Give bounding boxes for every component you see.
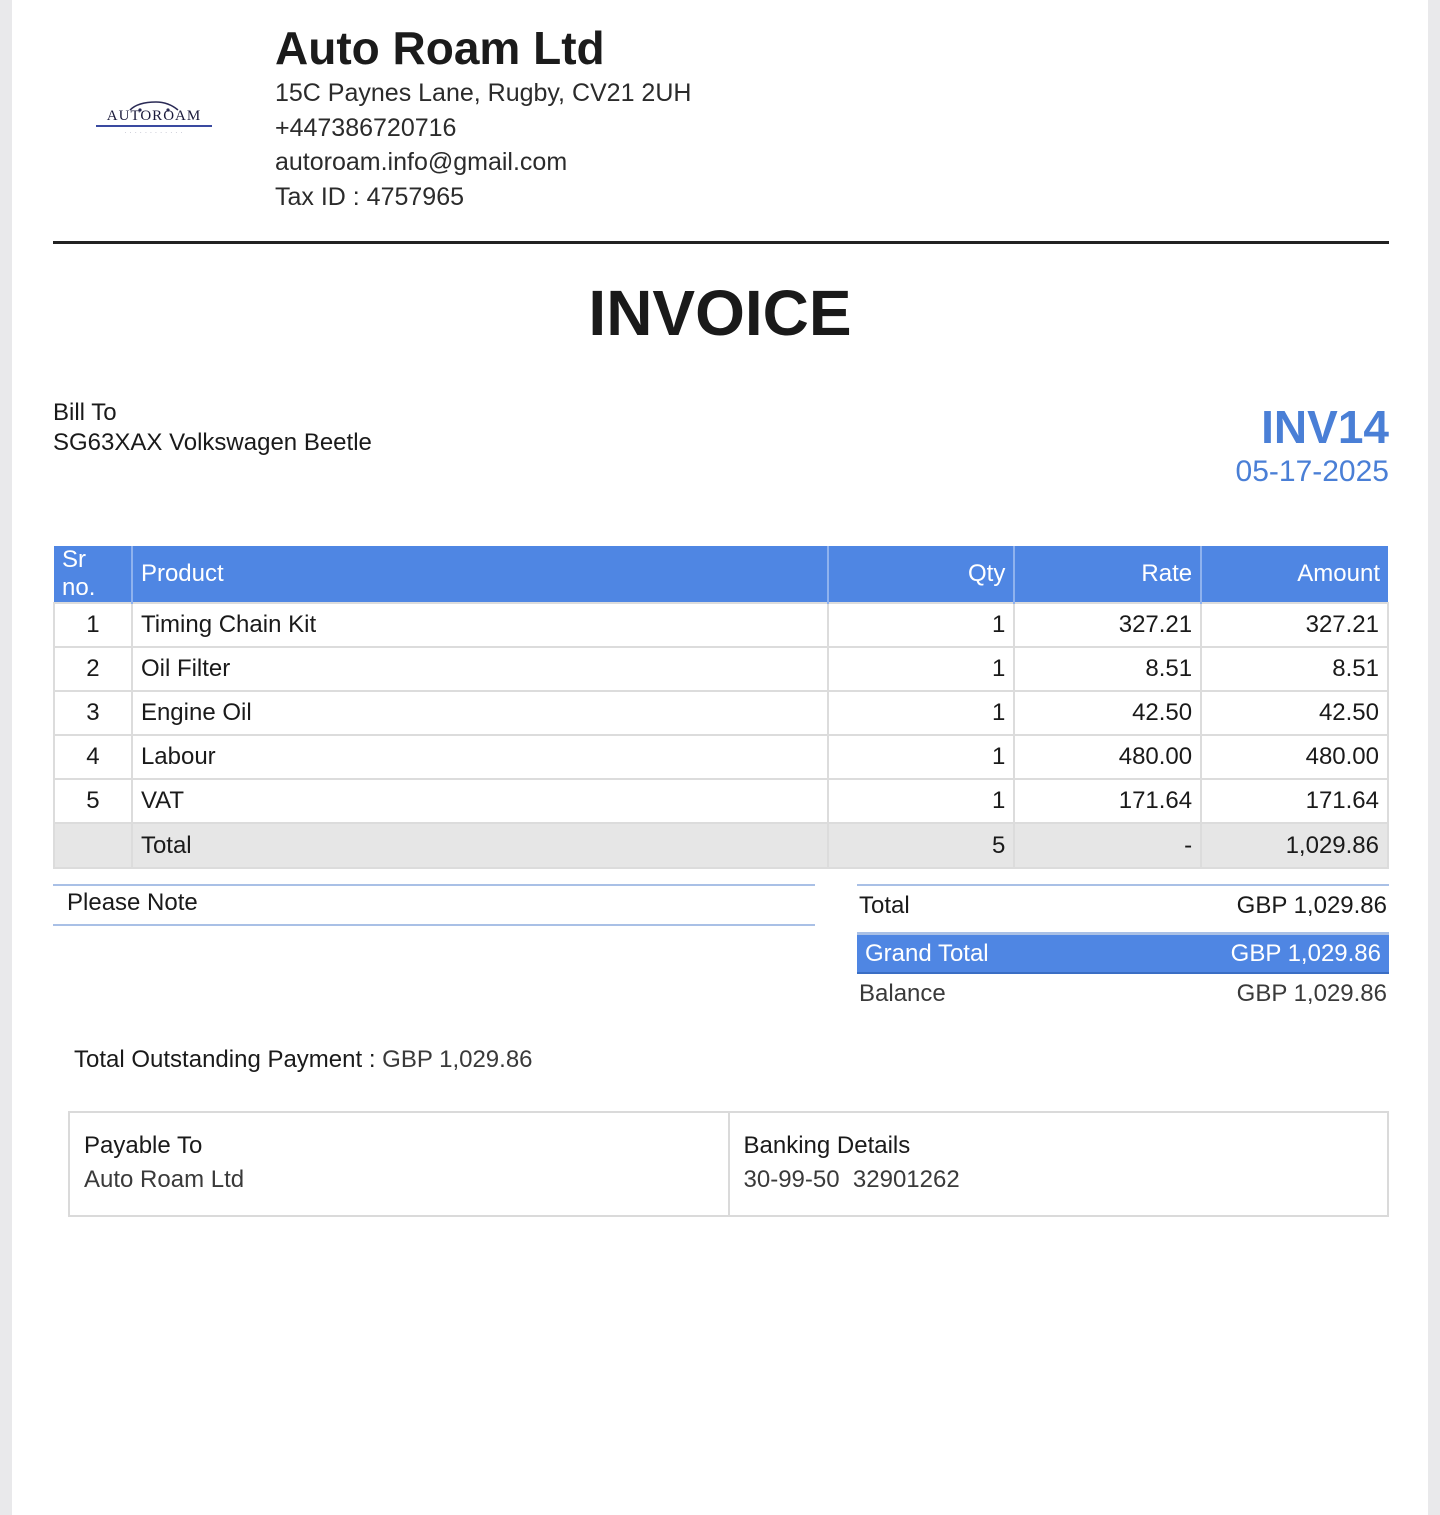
company-name: Auto Roam Ltd: [275, 22, 605, 74]
total-cell-rate: -: [1014, 823, 1201, 868]
cell-qty: 1: [828, 735, 1015, 779]
table-row: [54, 603, 1388, 647]
cell-qty: 1: [828, 779, 1015, 823]
cell-qty: 1: [828, 603, 1015, 647]
header-rate: Rate: [1014, 546, 1201, 603]
company-address: 15C Paynes Lane, Rugby, CV21 2UH: [275, 79, 692, 107]
header-divider: [53, 241, 1389, 244]
cell-sr-no: 5: [54, 779, 132, 823]
outstanding-value: GBP 1,029.86: [382, 1046, 533, 1073]
line-items-table: [53, 546, 1389, 869]
header-sr-no: Sr no.: [54, 546, 132, 603]
total-cell-qty: 5: [828, 823, 1015, 868]
company-phone: +447386720716: [275, 113, 457, 142]
please-note-section: [53, 884, 815, 926]
invoice-date: 05-17-2025: [1235, 455, 1389, 488]
summary-balance-row: [857, 974, 1389, 1014]
table-row: [54, 691, 1388, 735]
cell-rate: 42.50: [1014, 691, 1201, 735]
invoice-header: [12, 0, 1428, 245]
banking-details-value: 30-99-50 32901262: [743, 1166, 960, 1193]
cell-rate: 327.21: [1014, 603, 1201, 647]
cell-product: Timing Chain Kit: [132, 603, 828, 647]
summary-grand-total-row: [857, 932, 1389, 974]
company-email: autoroam.info@gmail.com: [275, 148, 568, 176]
cell-product: Oil Filter: [132, 647, 828, 691]
company-details: [275, 20, 691, 214]
invoice-number: INV14: [1261, 401, 1389, 453]
payment-details-box: [68, 1111, 1389, 1217]
total-cell-product: Total: [132, 823, 828, 868]
summary-total-label: Total: [859, 892, 910, 919]
cell-qty: 1: [828, 691, 1015, 735]
table-row: [54, 647, 1388, 691]
cell-rate: 8.51: [1014, 647, 1201, 691]
banking-details-label: Banking Details: [743, 1132, 911, 1159]
summary-total-value: GBP 1,029.86: [1236, 892, 1387, 919]
cell-amount: 42.50: [1201, 691, 1388, 735]
banking-details-cell: [728, 1113, 1388, 1215]
cell-sr-no: 1: [54, 603, 132, 647]
cell-rate: 171.64: [1014, 779, 1201, 823]
summary-grand-total-value: GBP 1,029.86: [1230, 939, 1381, 967]
table-total-row: [54, 823, 1388, 868]
bill-to-value: SG63XAX Volkswagen Beetle: [53, 429, 372, 456]
cell-rate: 480.00: [1014, 735, 1201, 779]
payable-to-cell: [70, 1113, 728, 1215]
cell-amount: 8.51: [1201, 647, 1388, 691]
cell-sr-no: 4: [54, 735, 132, 779]
header-amount: Amount: [1201, 546, 1388, 603]
header-product: Product: [132, 546, 828, 603]
logo-wordmark: AUTOROAM: [106, 108, 202, 124]
header-qty: Qty: [828, 546, 1015, 603]
summary-balance-value: GBP 1,029.86: [1236, 980, 1387, 1007]
payable-to-value: Auto Roam Ltd: [84, 1166, 245, 1193]
bill-to-block: [53, 398, 372, 458]
document-title: INVOICE: [588, 277, 852, 349]
payable-to-label: Payable To: [84, 1132, 203, 1159]
cell-sr-no: 2: [54, 647, 132, 691]
cell-sr-no: 3: [54, 691, 132, 735]
bill-to-label: Bill To: [53, 399, 117, 426]
table-row: [54, 779, 1388, 823]
summary-total-row: [857, 884, 1389, 926]
summary-grand-total-label: Grand Total: [865, 939, 989, 967]
cell-amount: 327.21: [1201, 603, 1388, 647]
cell-qty: 1: [828, 647, 1015, 691]
outstanding-label: Total Outstanding Payment :: [74, 1046, 376, 1073]
total-cell-sr-no: [54, 823, 132, 868]
total-cell-amount: 1,029.86: [1201, 823, 1388, 868]
table-row: [54, 735, 1388, 779]
cell-amount: 480.00: [1201, 735, 1388, 779]
logo-tagline: · · · · · · · · · · · ·: [124, 130, 184, 136]
logo-underline: [96, 125, 212, 127]
table-header-row: [54, 546, 1388, 603]
cell-product: Engine Oil: [132, 691, 828, 735]
summary-balance-label: Balance: [859, 980, 946, 1007]
cell-product: VAT: [132, 779, 828, 823]
please-note-label: Please Note: [67, 889, 198, 916]
outstanding-payment: [74, 1046, 533, 1074]
company-logo: [92, 98, 216, 142]
totals-summary: [857, 884, 1389, 1014]
company-tax-id: Tax ID : 4757965: [275, 182, 465, 211]
invoice-page: [12, 0, 1428, 1515]
invoice-meta: [1236, 400, 1389, 490]
cell-product: Labour: [132, 735, 828, 779]
cell-amount: 171.64: [1201, 779, 1388, 823]
